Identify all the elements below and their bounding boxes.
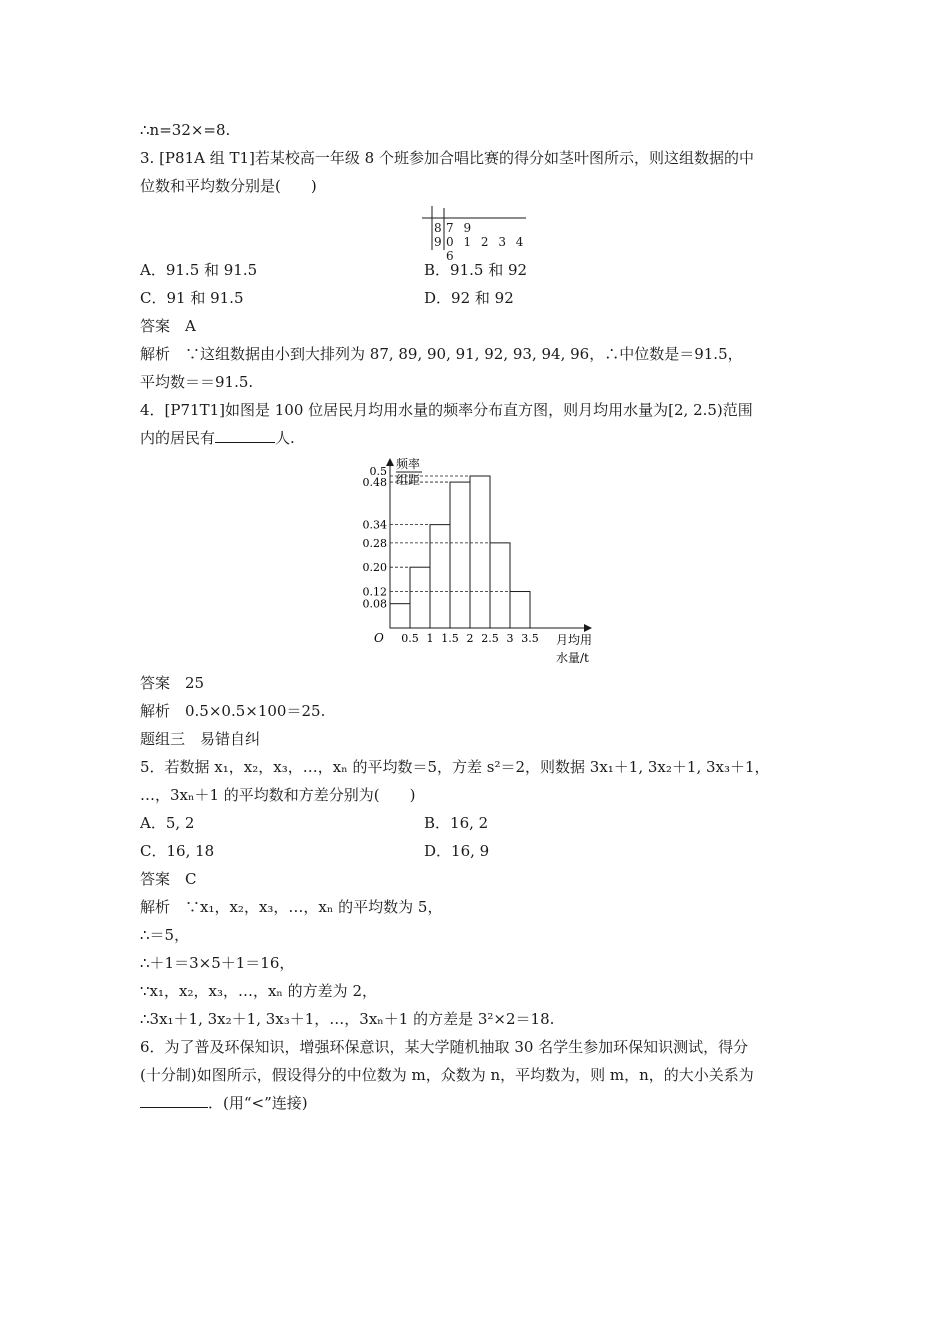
q3-option-d: D．92 和 92 [424, 289, 514, 307]
x-label-bottom: 水量/t [556, 651, 589, 665]
stem-9: 9 [434, 235, 442, 249]
origin-label: O [374, 631, 384, 645]
y-tick-labels [363, 465, 388, 611]
stem-8: 8 [434, 221, 442, 235]
q3-explanation-1: 解析 ∵这组数据由小到大排列为 87, 89, 90, 91, 92, 93, 94, 96，∴中位数是＝91.5， [140, 345, 743, 363]
q4-stem-line2 [140, 428, 295, 448]
q3-option-c: C．91 和 91.5 [140, 289, 244, 307]
q4-stem-suffix: 人. [275, 429, 295, 447]
y-tick-label: 0.5 [369, 465, 387, 478]
histogram-bar [430, 525, 450, 628]
q5-stem-line2: …，3xₙ＋1 的平均数和方差分别为( ) [140, 786, 416, 804]
leaves-8: 7 9 [446, 221, 475, 235]
x-tick-label: 2.5 [481, 632, 499, 645]
q3-option-b: B．91.5 和 92 [424, 261, 528, 279]
q4-stem-prefix: 内的居民有 [140, 429, 216, 447]
y-label-top: 频率 [396, 457, 421, 471]
q5-stem-line1: 5．若数据 x₁，x₂，x₃，…，xₙ 的平均数＝5，方差 s²＝2，则数据 3x₁＋1, 3x₂＋1, 3x₃＋1， [140, 758, 770, 776]
x-tick-labels [401, 632, 539, 645]
x-label-top: 月均用 [556, 633, 593, 647]
x-tick-label: 3 [506, 632, 514, 645]
x-tick-label: 1.5 [441, 632, 459, 645]
y-tick-label: 0.48 [362, 476, 387, 490]
q6-stem-line1: 6．为了普及环保知识，增强环保意识，某大学随机抽取 30 名学生参加环保知识测试，得分 [140, 1038, 749, 1056]
q4-answer-blank[interactable] [215, 428, 275, 443]
y-tick-label: 0.12 [362, 585, 387, 599]
q3-stem-line1: 3. [P81A 组 T1]若某校高一年级 8 个班参加合唱比赛的得分如茎叶图所示，则这组数据的中 [140, 149, 754, 167]
q5-explanation-4: ∵x₁，x₂，x₃，…，xₙ 的方差为 2， [140, 982, 377, 1000]
q3-option-a: A．91.5 和 91.5 [140, 261, 258, 279]
q5-option-d: D．16, 9 [424, 842, 490, 860]
x-tick-label: 3.5 [521, 632, 539, 645]
x-tick-label: 2 [466, 632, 474, 645]
q6-stem-suffix: ．(用“<”连接) [208, 1094, 308, 1112]
histogram-bar [490, 543, 510, 628]
x-tick-label: 1 [426, 632, 434, 645]
y-tick-label: 0.08 [362, 597, 387, 611]
histogram-bar [470, 476, 490, 628]
q4-answer: 答案 25 [140, 674, 205, 692]
histogram-bar [390, 604, 410, 628]
q3-answer: 答案 A [140, 317, 196, 335]
histogram-bar [410, 567, 430, 628]
q5-explanation-1: 解析 ∵x₁，x₂，x₃，…，xₙ 的平均数为 5， [140, 898, 443, 916]
histogram-bar [510, 592, 530, 628]
q6-stem-line2: (十分制)如图所示，假设得分的中位数为 m，众数为 n，平均数为，则 m，n，的大小关系为 [140, 1066, 754, 1084]
histogram-bar [450, 482, 470, 628]
stem-leaf-plot [422, 206, 532, 263]
y-tick-label: 0.34 [362, 518, 387, 532]
group-3-heading: 题组三 易错自纠 [140, 730, 261, 748]
q6-answer-blank[interactable] [140, 1093, 208, 1108]
x-tick-label: 0.5 [401, 632, 419, 645]
q5-explanation-5: ∴3x₁＋1, 3x₂＋1, 3x₃＋1，…，3xₙ＋1 的方差是 3²×2＝18. [140, 1010, 555, 1028]
q5-answer: 答案 C [140, 870, 197, 888]
q4-explanation: 解析 0.5×0.5×100＝25. [140, 702, 326, 720]
histogram-bars [390, 476, 530, 628]
q5-option-a: A．5, 2 [140, 814, 195, 832]
q5-option-c: C．16, 18 [140, 842, 215, 860]
leaves-9: 0 1 2 3 4 6 [446, 235, 527, 263]
q3-stem-line2: 位数和平均数分别是( ) [140, 177, 317, 195]
q5-option-b: B．16, 2 [424, 814, 489, 832]
q5-explanation-2: ∴＝5， [140, 926, 190, 944]
y-label-bottom: 组距 [396, 473, 421, 487]
q5-explanation-3: ∴＋1＝3×5＋1＝16， [140, 954, 295, 972]
q2-conclusion: ∴n=32×=8. [140, 121, 231, 139]
y-tick-label: 0.28 [362, 536, 387, 550]
q3-explanation-2: 平均数＝＝91.5. [140, 373, 254, 391]
histogram-chart [360, 456, 600, 666]
q6-stem-line3 [140, 1093, 308, 1113]
q4-stem-line1: 4．[P71T1]如图是 100 位居民月均用水量的频率分布直方图，则月均用水量为[2, 2.5)范围 [140, 401, 753, 419]
y-tick-label: 0.20 [362, 561, 387, 575]
